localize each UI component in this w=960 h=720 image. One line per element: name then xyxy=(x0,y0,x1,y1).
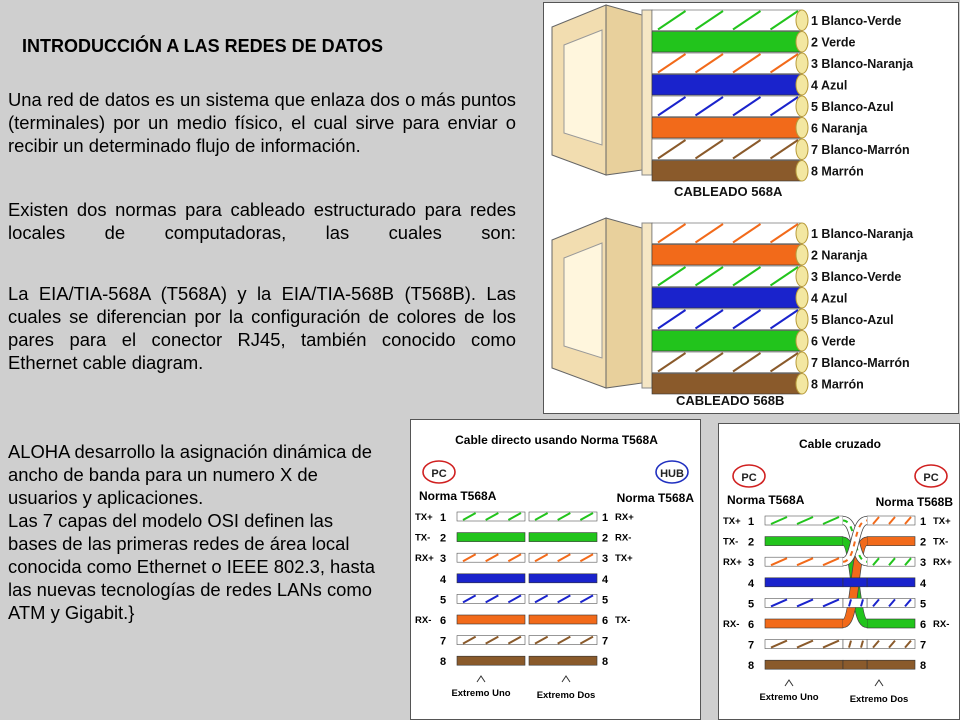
wire-end-cap xyxy=(796,139,808,160)
wire-end-cap xyxy=(796,32,808,53)
left-pin-number: 8 xyxy=(748,660,755,673)
rj45-a-label: 6 Naranja xyxy=(811,121,868,136)
left-pin-number: 7 xyxy=(440,635,447,648)
left-pin-number: 8 xyxy=(440,656,447,669)
left-pin-number: 5 xyxy=(440,594,447,607)
diagram-title: Cable cruzado xyxy=(798,437,882,451)
right-pin-number: 5 xyxy=(602,594,609,607)
left-pin-number: 3 xyxy=(748,557,755,570)
wire-end-cap xyxy=(796,309,808,330)
rj45-a-wire xyxy=(652,32,802,53)
end-right-marker xyxy=(562,676,570,682)
left-wire xyxy=(765,578,843,587)
wire-end-cap xyxy=(796,161,808,182)
left-signal: TX- xyxy=(415,532,431,544)
end-right-label: Extremo Dos xyxy=(536,690,596,701)
left-wire xyxy=(457,533,525,542)
rj45-a-wire xyxy=(652,161,802,182)
wire-end-cap xyxy=(796,266,808,287)
rj45-wiring-svg xyxy=(544,3,960,415)
plug-housing-front xyxy=(606,218,642,388)
right-norm: Norma T568A xyxy=(616,491,694,505)
left-pin-number: 1 xyxy=(748,516,755,528)
rj45-b-label: 8 Marrón xyxy=(811,377,864,392)
rj45-b-label: 5 Blanco-Azul xyxy=(811,313,894,327)
end-right-label: Extremo Dos xyxy=(849,694,909,705)
left-signal: TX+ xyxy=(723,516,741,527)
right-wire xyxy=(867,537,915,546)
right-pin-number: 3 xyxy=(602,553,609,566)
right-wire xyxy=(529,533,597,542)
diagram-title: Cable directo usando Norma T568A xyxy=(455,433,658,447)
right-wire xyxy=(867,619,915,628)
rj45-b-label: 1 Blanco-Naranja xyxy=(811,227,914,241)
plug-housing-lip xyxy=(642,10,652,175)
right-wire xyxy=(529,615,597,624)
crossover-cable-svg xyxy=(719,424,960,720)
right-signal: RX+ xyxy=(933,557,952,569)
rj45-b-wire xyxy=(652,245,802,266)
plug-housing-lip xyxy=(642,223,652,388)
right-wire xyxy=(529,574,597,583)
left-wire xyxy=(457,574,525,583)
plug-housing-front xyxy=(606,5,642,175)
right-pin-number: 1 xyxy=(920,516,927,528)
left-pin-number: 4 xyxy=(440,573,447,586)
paragraph-aloha-osi xyxy=(8,440,384,624)
left-signal: RX+ xyxy=(415,553,434,565)
left-signal: RX- xyxy=(415,615,432,626)
page-title: INTRODUCCIÓN A LAS REDES DE DATOS xyxy=(22,36,384,56)
right-wire xyxy=(529,656,597,665)
right-pin-number: 6 xyxy=(920,619,927,631)
right-pin-number: 7 xyxy=(920,639,927,652)
paragraph-osi: Las 7 capas del modelo OSI definen las bases de las primeras redes de área local conocida como Ethernet o IEEE 802.3, hasta las nuevas tecnologías de redes LANs como ATM y Gigabit.} xyxy=(8,510,376,623)
direct-cable-svg xyxy=(411,420,702,720)
rj45-b-wire xyxy=(652,374,802,395)
rj45-a-label: 5 Blanco-Azul xyxy=(811,100,894,114)
left-signal: TX- xyxy=(723,536,739,548)
right-pin-number: 1 xyxy=(602,512,609,524)
rj45-b-wire xyxy=(652,309,802,330)
rj45-a-label: 1 Blanco-Verde xyxy=(811,14,902,28)
paragraph-standards-text: Existen dos normas para cableado estructurado para redes locales de computadoras, las cuales son xyxy=(8,199,516,243)
end-left-label: Extremo Uno xyxy=(759,692,819,703)
end-right-marker xyxy=(875,680,883,686)
straight-wire xyxy=(843,578,867,587)
wire-end-cap xyxy=(796,331,808,352)
left-pin-number: 3 xyxy=(440,553,447,566)
direct-cable-diagram xyxy=(410,419,701,720)
left-pin-number: 6 xyxy=(748,619,755,631)
rj45-a-wire xyxy=(652,75,802,96)
rj45-b-label: 7 Blanco-Marrón xyxy=(811,356,910,370)
rj45-a-label: 4 Azul xyxy=(811,78,848,93)
left-wire xyxy=(457,615,525,624)
wire-end-cap xyxy=(796,352,808,373)
wire-end-cap xyxy=(796,245,808,266)
rj45-a-wire xyxy=(652,10,802,31)
rj45-b-wire xyxy=(652,288,802,309)
rj45-b-caption: CABLEADO 568B xyxy=(676,393,785,408)
wire-end-cap xyxy=(796,53,808,74)
right-pin-number: 5 xyxy=(920,598,927,611)
rj45-a-label: 3 Blanco-Naranja xyxy=(811,57,914,71)
paragraph-intro: Una red de datos es un sistema que enlaza dos o más puntos (terminales) por un medio físico, el cual sirve para enviar o recibir un determinado flujo de información. xyxy=(8,89,516,156)
rj45-b-wire xyxy=(652,331,802,352)
rj45-a-wire xyxy=(652,53,802,74)
paragraph-standards-colon: : xyxy=(510,222,516,243)
left-signal: TX+ xyxy=(415,512,433,523)
wire-end-cap xyxy=(796,10,808,31)
wire-end-cap xyxy=(796,374,808,395)
rj45-b-label: 4 Azul xyxy=(811,291,848,306)
wire-end-cap xyxy=(796,75,808,96)
left-pin-number: 2 xyxy=(440,532,447,545)
plug-housing-cutout xyxy=(564,243,602,358)
right-pin-number: 3 xyxy=(920,557,927,570)
wire-end-cap xyxy=(796,96,808,117)
left-wire xyxy=(765,537,843,546)
rj45-a-wire xyxy=(652,96,802,117)
straight-wire xyxy=(843,660,867,669)
right-pin-number: 7 xyxy=(602,635,609,648)
left-wire xyxy=(765,660,843,669)
right-norm: Norma T568B xyxy=(875,495,953,509)
right-signal: RX- xyxy=(933,619,950,630)
left-pin-number: 7 xyxy=(748,639,755,652)
left-pin-number: 1 xyxy=(440,512,447,524)
end-left-marker xyxy=(477,676,485,682)
rj45-b-wire xyxy=(652,352,802,373)
rj45-b-label: 2 Naranja xyxy=(811,248,868,263)
right-pin-number: 4 xyxy=(920,577,927,590)
right-pin-number: 2 xyxy=(602,532,609,545)
rj45-b-label: 3 Blanco-Verde xyxy=(811,270,902,284)
rj45-a-wire xyxy=(652,139,802,160)
paragraph-aloha: ALOHA desarrollo la asignación dinámica de ancho de banda para un numero X de usuarios y aplicaciones. xyxy=(8,441,372,508)
rj45-a-label: 7 Blanco-Marrón xyxy=(811,143,910,157)
rj45-a-wire xyxy=(652,118,802,139)
rj45-b-wire xyxy=(652,266,802,287)
left-signal: RX- xyxy=(723,619,740,630)
wire-end-cap xyxy=(796,118,808,139)
left-badge-text: PC xyxy=(431,468,447,480)
rj45-a-label: 8 Marrón xyxy=(811,164,864,179)
crossover-cable-diagram xyxy=(718,423,960,720)
paragraph-standards xyxy=(8,198,516,244)
right-pin-number: 8 xyxy=(920,660,927,673)
right-signal: TX+ xyxy=(615,553,633,565)
right-pin-number: 6 xyxy=(602,615,609,627)
end-left-marker xyxy=(785,680,793,686)
right-signal: TX+ xyxy=(933,516,951,527)
rj45-a-label: 2 Verde xyxy=(811,35,856,50)
right-signal: RX+ xyxy=(615,512,634,523)
left-badge-text: PC xyxy=(741,472,757,484)
right-wire xyxy=(867,660,915,669)
right-pin-number: 2 xyxy=(920,536,927,549)
paragraph-t568: La EIA/TIA-568A (T568A) y la EIA/TIA-568B (T568B). Las cuales se diferencian por la configuración de colores de los pares para el conector RJ45, también conocido como Ethernet cable diagram. xyxy=(8,283,516,373)
wire-end-cap xyxy=(796,288,808,309)
right-signal: RX- xyxy=(615,532,632,544)
left-pin-number: 4 xyxy=(748,577,755,590)
left-norm: Norma T568A xyxy=(727,493,805,507)
right-signal: TX- xyxy=(615,615,631,626)
left-pin-number: 5 xyxy=(748,598,755,611)
right-pin-number: 8 xyxy=(602,656,609,669)
right-badge-text: HUB xyxy=(660,468,684,480)
rj45-b-wire xyxy=(652,223,802,244)
rj45-wiring-diagram xyxy=(543,2,959,414)
left-signal: RX+ xyxy=(723,557,742,569)
right-wire xyxy=(867,578,915,587)
left-wire xyxy=(457,656,525,665)
wire-end-cap xyxy=(796,223,808,244)
rj45-b-label: 6 Verde xyxy=(811,334,856,349)
right-pin-number: 4 xyxy=(602,573,609,586)
left-pin-number: 6 xyxy=(440,615,447,627)
left-pin-number: 2 xyxy=(748,536,755,549)
left-wire xyxy=(765,619,843,628)
rj45-a-caption: CABLEADO 568A xyxy=(674,184,783,199)
end-left-label: Extremo Uno xyxy=(451,688,511,699)
left-norm: Norma T568A xyxy=(419,489,497,503)
right-badge-text: PC xyxy=(923,472,939,484)
right-signal: TX- xyxy=(933,536,949,548)
plug-housing-cutout xyxy=(564,30,602,145)
